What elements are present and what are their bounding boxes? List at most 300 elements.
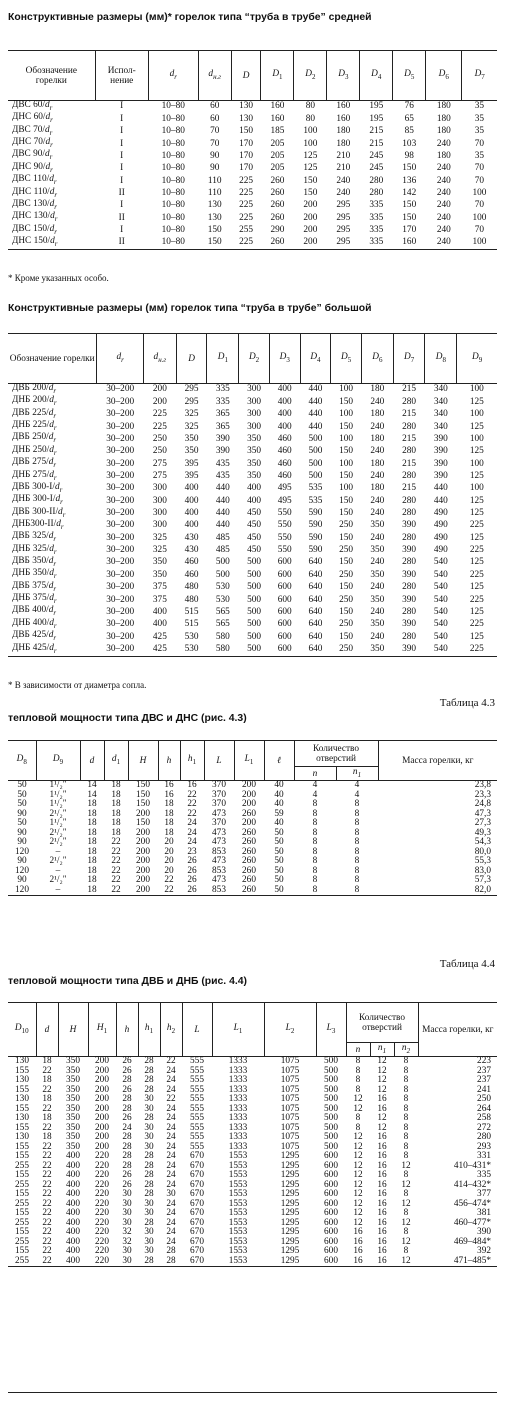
table-row	[8, 569, 497, 581]
table-cell: 325	[152, 545, 167, 556]
table-cell: ДВБ $425/d_r$	[12, 630, 57, 643]
table-cell: ДВС $70/d_r$	[12, 124, 53, 137]
table-cell: 150	[402, 212, 417, 223]
table-cell: 456–474*	[453, 1198, 491, 1209]
table-cell: 460	[277, 470, 292, 481]
table-cell: 150	[136, 818, 150, 828]
table-cell: 440	[308, 421, 323, 432]
table-cell: 350	[370, 594, 385, 605]
table-cell: 225	[469, 520, 484, 531]
table-cell: 1553	[228, 1217, 248, 1228]
table-cell: 22	[42, 1103, 52, 1114]
table-cell: I	[120, 138, 124, 149]
table-cell: 414–432*	[453, 1179, 491, 1190]
table-cell: 220	[95, 1160, 109, 1171]
table-cell: 600	[277, 557, 292, 568]
table-cell: 400	[66, 1236, 80, 1247]
table-cell: 16	[377, 1246, 387, 1256]
table-cell: 28	[144, 1217, 154, 1228]
table-cell: 280	[369, 187, 384, 198]
table-cell: 200	[303, 225, 318, 236]
table-cell: 225	[469, 619, 484, 630]
table-cell: 18	[164, 818, 174, 828]
table-cell: 430	[184, 545, 199, 556]
table-cell: 16	[164, 789, 174, 800]
table-cell: 1333	[228, 1132, 248, 1142]
table4-title: тепловой мощности типа ДВБ и ДНБ (рис. 4.4)	[8, 976, 247, 987]
table-cell: 32	[122, 1236, 132, 1247]
table-cell: 500	[308, 433, 323, 444]
table-cell: 100	[462, 237, 497, 250]
table-cell: 10–80	[161, 163, 185, 174]
table-cell: 2¹/₂"	[49, 808, 67, 819]
table-cell: 200	[95, 1094, 109, 1104]
table-cell: 500	[247, 557, 262, 568]
table-cell: 1553	[228, 1179, 248, 1190]
table-cell: 4	[312, 789, 318, 800]
table-cell: 10–80	[161, 150, 185, 161]
table-cell: 50	[274, 865, 284, 876]
table-cell: 12	[353, 1094, 363, 1104]
table-cell: 500	[215, 569, 230, 580]
table-cell: 340	[433, 396, 448, 407]
table-cell: 100	[472, 187, 487, 198]
t3-header-1: $D_9$	[36, 741, 80, 781]
table-cell: 30	[144, 1122, 154, 1133]
table-cell: I	[120, 101, 124, 112]
table-cell: 18	[42, 1056, 52, 1066]
t4-header-7: L	[182, 1003, 212, 1057]
table-cell: 350	[66, 1141, 80, 1152]
table-cell: 1553	[228, 1170, 248, 1180]
table-cell: 24	[166, 1170, 176, 1180]
table-row	[8, 188, 497, 200]
table-cell: 125	[469, 582, 484, 593]
table-cell: 1075	[280, 1132, 300, 1142]
table-cell: 460	[184, 569, 199, 580]
table-cell: 150	[339, 508, 354, 519]
table-cell: 50	[17, 799, 27, 809]
table-cell: 350	[152, 569, 167, 580]
table-cell: 130	[15, 1056, 29, 1066]
table-cell: 365	[215, 409, 230, 420]
table-cell: 30–200	[106, 520, 135, 531]
table-cell: 50	[274, 837, 284, 847]
t4-header-10: $L_3$	[316, 1003, 346, 1057]
table-cell: 150	[339, 495, 354, 506]
table-cell: 260	[242, 865, 256, 876]
table-cell: ДВБ $300-II/d_r$	[12, 506, 66, 519]
table-cell: 50	[17, 780, 27, 790]
t1-header-1: Испол-нение	[95, 51, 148, 101]
table-row	[8, 1257, 497, 1267]
table-cell: 24	[187, 827, 197, 838]
table-cell: 300	[152, 483, 167, 494]
table-cell: 480	[184, 582, 199, 593]
table-cell: 8	[403, 1141, 409, 1152]
table-cell: 8	[354, 875, 360, 885]
table-cell: 26	[122, 1056, 132, 1066]
table-cell: 1553	[228, 1236, 248, 1247]
table-row	[8, 237, 497, 250]
t1-header-5: $D_1$	[261, 51, 294, 101]
table-cell: 640	[308, 619, 323, 630]
table-cell: 1¹/₂"	[49, 789, 67, 800]
table-cell: 300	[247, 396, 262, 407]
table-cell: 23	[187, 846, 197, 857]
table3	[8, 740, 497, 896]
table-cell: 250	[339, 594, 354, 605]
table-row	[8, 619, 497, 631]
table-cell: 155	[15, 1227, 29, 1237]
table-cell: 28	[122, 1132, 132, 1142]
table-cell: 18	[87, 837, 97, 847]
table-cell: 390	[215, 446, 230, 457]
table-cell: 24	[166, 1103, 176, 1114]
table-cell: 200	[95, 1065, 109, 1076]
table-cell: 530	[184, 631, 199, 642]
table-cell: 260	[242, 808, 256, 819]
table-cell: 200	[136, 875, 150, 885]
table-cell: 125	[303, 150, 318, 161]
table-cell: I	[120, 113, 124, 124]
table-cell: 600	[324, 1160, 338, 1171]
table-cell: 220	[95, 1189, 109, 1199]
table-cell: 18	[111, 780, 121, 790]
table-cell: 237	[477, 1065, 491, 1076]
table-cell: 12	[353, 1151, 363, 1161]
table-cell: 640	[308, 582, 323, 593]
table-cell: 22	[187, 799, 197, 809]
table-cell: 150	[339, 470, 354, 481]
table-cell: 370	[212, 818, 226, 828]
table-cell: 16	[377, 1132, 387, 1142]
table-cell: 280	[477, 1132, 491, 1142]
table-row	[8, 1219, 497, 1229]
table-cell: 18	[164, 799, 174, 809]
table-cell: 640	[308, 631, 323, 642]
table-cell: 260	[270, 187, 285, 198]
table-cell: 125	[469, 396, 484, 407]
table-cell: 50	[274, 875, 284, 885]
table-cell: 80,0	[474, 846, 491, 857]
table-cell: 30	[144, 1236, 154, 1247]
table-cell: 30–200	[106, 545, 135, 556]
table-cell: 350	[247, 446, 262, 457]
t4-header-3: $H_1$	[88, 1003, 116, 1057]
table-cell: 22	[111, 875, 121, 885]
t1-header-6: $D_2$	[294, 51, 327, 101]
table-cell: 853	[212, 846, 226, 857]
table-cell: 20	[164, 837, 174, 847]
table-row	[8, 520, 497, 532]
table-cell: 160	[393, 237, 426, 250]
table-cell: 150	[339, 606, 354, 617]
table-cell: 390	[477, 1227, 491, 1237]
table-cell: 80	[305, 101, 316, 112]
table-cell: ДНБ $200/d_r$	[12, 395, 57, 408]
table-cell: 1075	[280, 1056, 300, 1066]
table-cell: ДВС $110/d_r$	[12, 174, 57, 187]
table-cell: 50	[264, 886, 294, 896]
t4-header-2: H	[58, 1003, 88, 1057]
table-cell: 125	[469, 421, 484, 432]
table-cell: 565	[215, 619, 230, 630]
table-cell: 30–200	[106, 458, 135, 469]
table-cell: 55,3	[474, 856, 491, 866]
table-cell: 150	[402, 200, 417, 211]
table-cell: 400	[66, 1246, 80, 1256]
table-cell: 295	[336, 200, 351, 211]
table-cell: 550	[277, 545, 292, 556]
table-cell: 280	[402, 606, 417, 617]
table-cell: 555	[190, 1103, 204, 1114]
table-cell: 440	[215, 483, 230, 494]
table-cell: 590	[308, 508, 323, 519]
table-cell: 335	[369, 212, 384, 223]
table-cell: 136	[402, 175, 417, 186]
table-row	[8, 1181, 497, 1191]
table-cell: 200	[95, 1075, 109, 1085]
table-row	[8, 421, 497, 433]
table-cell: 500	[247, 594, 262, 605]
table-cell: 24	[166, 1179, 176, 1190]
table-cell: 24	[187, 818, 197, 828]
table-cell: 220	[95, 1179, 109, 1190]
table-cell: ДНС $130/d_r$	[12, 211, 58, 224]
table-cell: 390	[433, 446, 448, 457]
table-cell: 24	[166, 1208, 176, 1218]
table-cell: 18	[87, 808, 97, 819]
table-cell: $ДНБ300-II/d_r$	[12, 518, 64, 531]
t4-header-5: $h_1$	[138, 1003, 160, 1057]
table-cell: 23,3	[474, 789, 491, 800]
table-cell: 500	[324, 1084, 338, 1095]
table-cell: 23,8	[474, 780, 491, 790]
table-cell: 440	[308, 384, 323, 395]
table-cell: 1295	[280, 1227, 300, 1237]
table-cell: 400	[184, 520, 199, 531]
table-cell: 500	[324, 1113, 338, 1123]
table1-title: Конструктивные размеры (мм)* горелок типа “труба в трубе” средней	[8, 12, 372, 23]
table-cell: 220	[95, 1151, 109, 1161]
table-cell: 8	[312, 827, 318, 838]
table-cell: 325	[152, 532, 167, 543]
table-cell: 4	[312, 780, 318, 790]
table-cell: 515	[184, 619, 199, 630]
table-cell: 200	[95, 1056, 109, 1066]
table-cell: 280	[369, 175, 384, 186]
table-cell: 215	[402, 384, 417, 395]
table-cell: ДВС $90/d_r$	[12, 149, 53, 162]
table-cell: 100	[469, 458, 484, 469]
table2	[8, 333, 497, 657]
table-cell: 20	[164, 856, 174, 866]
table-cell: 225	[239, 212, 254, 223]
table-cell: 540	[433, 557, 448, 568]
table-cell: 27,3	[474, 818, 491, 828]
table-cell: 600	[269, 644, 300, 657]
table-cell: 600	[324, 1151, 338, 1161]
t2-header-7: $D_4$	[300, 334, 331, 384]
table-cell: 12	[377, 1122, 387, 1133]
table-cell: 200	[95, 1103, 109, 1114]
table-cell: 155	[15, 1151, 29, 1161]
table-row	[8, 200, 497, 212]
table-cell: 180	[436, 113, 451, 124]
table-cell: 8	[403, 1113, 409, 1123]
page-bottom-rule	[8, 1392, 497, 1393]
table-cell: 18	[87, 799, 97, 809]
table-cell: I	[120, 163, 124, 174]
table-row	[8, 212, 497, 224]
table1-header-row	[8, 51, 497, 101]
table-cell: 640	[300, 644, 331, 657]
table-cell: 22	[111, 837, 121, 847]
table-cell: ДВБ $325/d_r$	[12, 531, 57, 544]
table-cell: 30–200	[106, 470, 135, 481]
table-cell: 500	[324, 1103, 338, 1114]
table-cell: 255	[15, 1217, 29, 1228]
table-cell: 30	[144, 1227, 154, 1237]
table-cell: 1553	[228, 1160, 248, 1171]
table-cell: 295	[336, 212, 351, 223]
table-cell: 150	[402, 163, 417, 174]
t2-header-9: $D_6$	[361, 334, 393, 384]
table-cell: 240	[436, 163, 451, 174]
table-row	[8, 1152, 497, 1162]
table-cell: 170	[402, 225, 417, 236]
table-row	[8, 1190, 497, 1200]
table-cell: 155	[15, 1189, 29, 1199]
table-cell: 50	[17, 818, 27, 828]
table-cell: 240	[370, 606, 385, 617]
table-cell: 300	[152, 495, 167, 506]
table-cell: 350	[66, 1065, 80, 1076]
table-cell: 530	[176, 644, 207, 657]
table-cell: 350	[247, 470, 262, 481]
table-cell: 30–200	[106, 483, 135, 494]
table-cell: 12	[353, 1179, 363, 1190]
t3-header-4: H	[128, 741, 158, 781]
table4	[8, 1002, 497, 1267]
table-cell: 150	[339, 421, 354, 432]
table-cell: 200	[95, 1141, 109, 1152]
table-cell: 1333	[228, 1065, 248, 1076]
table-cell: 28	[144, 1170, 154, 1180]
table-cell: ДВС $60/d_r$	[12, 100, 53, 112]
table-cell: 370	[212, 799, 226, 809]
table-row	[8, 1247, 497, 1257]
table-cell: 590	[308, 545, 323, 556]
table-cell: 28	[144, 1189, 154, 1199]
table-cell: 4	[354, 780, 360, 790]
table-cell: 125	[469, 631, 484, 642]
table-cell: 1553	[228, 1208, 248, 1218]
table-cell: 18	[42, 1113, 52, 1123]
table-cell: 28	[122, 1103, 132, 1114]
table-cell: 1333	[228, 1103, 248, 1114]
table-cell: 8	[354, 827, 360, 838]
table-cell: 555	[190, 1132, 204, 1142]
table-cell: 500	[308, 470, 323, 481]
table-cell: 125	[469, 606, 484, 617]
table-cell: 59	[274, 808, 284, 819]
table-cell: 280	[402, 508, 417, 519]
table-cell: 12	[401, 1160, 411, 1171]
table-cell: 16	[353, 1246, 363, 1256]
table-cell: 14	[87, 780, 97, 790]
table-cell: 240	[370, 446, 385, 457]
table-cell: 12	[394, 1257, 418, 1267]
table-cell: 8	[403, 1122, 409, 1133]
table-cell: 375	[152, 594, 167, 605]
t2-header-6: $D_3$	[269, 334, 300, 384]
table-cell: 555	[190, 1094, 204, 1104]
table-cell: 100	[469, 483, 484, 494]
table-row	[8, 886, 497, 896]
table-cell: 170	[239, 150, 254, 161]
table2-header-row	[8, 334, 497, 384]
t3-header-2: d	[80, 741, 104, 781]
table-cell: 300	[152, 508, 167, 519]
table-cell: 1553	[228, 1198, 248, 1209]
table-cell: 22	[164, 875, 174, 885]
table-cell: 600	[316, 1257, 346, 1267]
table-cell: 22	[42, 1141, 52, 1152]
table-cell: 450	[247, 508, 262, 519]
table3-title: тепловой мощности типа ДВС и ДНС (рис. 4.3)	[8, 713, 247, 724]
table-cell: 220	[95, 1227, 109, 1237]
table-cell: 24	[166, 1198, 176, 1209]
table-row	[8, 781, 497, 791]
table-cell: 130	[207, 200, 222, 211]
table-row	[8, 1209, 497, 1219]
table-cell: 1333	[228, 1075, 248, 1085]
table-cell: 155	[15, 1122, 29, 1133]
table-cell: 16	[377, 1151, 387, 1161]
table-row	[8, 532, 497, 544]
table-cell: 540	[433, 594, 448, 605]
table-row	[8, 1133, 497, 1143]
table-cell: 18	[87, 818, 97, 828]
table-row	[8, 409, 497, 421]
table-cell: 8	[403, 1094, 409, 1104]
table-cell: 410–431*	[453, 1160, 491, 1171]
table-cell: 82,0	[378, 886, 497, 896]
table-cell: 293	[477, 1141, 491, 1152]
table-cell: 535	[308, 495, 323, 506]
table-cell: 24	[122, 1122, 132, 1133]
table-cell: 225	[231, 237, 261, 250]
table-cell: 22	[42, 1208, 52, 1218]
table-cell: 215	[402, 433, 417, 444]
table-cell: 490	[433, 545, 448, 556]
table-cell: 100	[339, 483, 354, 494]
table-cell: 150	[198, 237, 231, 250]
t4-subheader-2: $n_2$	[394, 1043, 418, 1057]
table-cell: 10–80	[161, 126, 185, 137]
table-cell: 450	[247, 520, 262, 531]
table-cell: 70	[474, 138, 485, 149]
table-cell: 28	[160, 1257, 182, 1267]
table-cell: 200	[136, 846, 150, 857]
table-cell: ДНБ $400/d_r$	[12, 617, 57, 630]
table-cell: 225	[152, 409, 167, 420]
table-row	[8, 384, 497, 397]
table-cell: 350	[370, 569, 385, 580]
table-cell: 640	[308, 569, 323, 580]
